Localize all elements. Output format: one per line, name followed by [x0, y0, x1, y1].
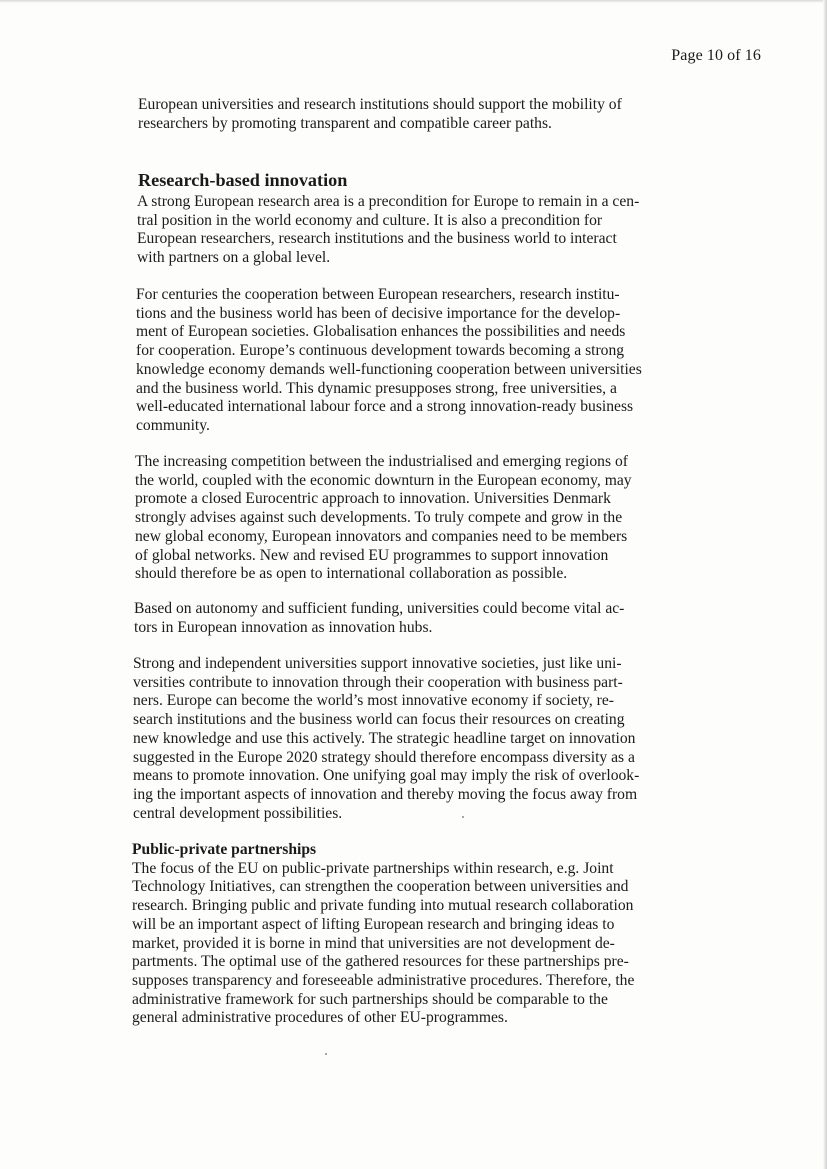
scan-speck — [325, 1053, 327, 1055]
text-line: versities contribute to innovation through their cooperation with business part- — [133, 673, 623, 691]
text-line: A strong European research area is a precondition for Europe to remain in a cen- — [137, 193, 640, 210]
text-line: researchers by promoting transparent and compatible career paths. — [138, 114, 552, 132]
text-line: ing the important aspects of innovation and thereby moving the focus away from — [133, 785, 638, 803]
section-heading: Research-based innovation — [138, 170, 348, 190]
text-line: strongly advises against such developments. To truly compete and grow in the — [135, 509, 623, 527]
text-line: European researchers, research institutions and the business world to interact — [137, 230, 617, 248]
text-line: will be an important aspect of lifting European research and bringing ideas to — [132, 915, 615, 933]
paragraph — [136, 286, 642, 436]
text-line: for cooperation. Europe’s continuous development towards becoming a strong — [136, 342, 625, 360]
paragraph — [134, 600, 624, 637]
text-line: The focus of the EU on public-private partnerships within research, e.g. Joint — [132, 859, 614, 877]
text-line: ners. Europe can become the world’s most innovative economy if society, re- — [133, 692, 614, 710]
paragraph — [137, 193, 639, 268]
text-line: administrative framework for such partnerships should be comparable to the — [132, 990, 608, 1008]
text-line: research. Bringing public and private funding into mutual research collaboration — [132, 897, 634, 915]
paragraph — [133, 655, 639, 823]
intro-paragraph — [138, 96, 622, 133]
text-line: tors in European innovation as innovation hubs. — [134, 618, 433, 636]
text-line: with partners on a global level. — [137, 249, 331, 267]
text-line: new global economy, European innovators and companies need to be members — [135, 527, 628, 545]
text-line: suggested in the Europe 2020 strategy should therefore encompass diversity as a — [133, 748, 635, 766]
text-line: community. — [136, 416, 210, 434]
text-line: search institutions and the business world can focus their resources on creating — [133, 711, 625, 729]
text-line: the world, coupled with the economic downturn in the European economy, may — [135, 471, 632, 489]
text-line: European universities and research institutions should support the mobility of — [138, 96, 622, 113]
text-line: means to promote innovation. One unifying goal may imply the risk of overlook- — [133, 767, 640, 785]
text-line: well-educated international labour force and a strong innovation-ready business — [136, 398, 634, 416]
text-line: and the business world. This dynamic presupposes strong, free universities, a — [136, 379, 617, 397]
text-line: market, provided it is borne in mind that universities are not development de- — [132, 934, 615, 952]
text-line: Technology Initiatives, can strengthen the cooperation between universities and — [132, 878, 629, 896]
subsection — [132, 841, 634, 1028]
text-line: general administrative procedures of other EU-programmes. — [132, 1009, 508, 1027]
text-line: supposes transparency and foreseeable administrative procedures. Therefore, the — [132, 971, 635, 989]
text-line: knowledge economy demands well-functioning cooperation between universities — [136, 360, 642, 378]
text-line: promote a closed Eurocentric approach to innovation. Universities Denmark — [135, 490, 611, 508]
text-line: The increasing competition between the industrialised and emerging regions of — [135, 453, 628, 470]
text-line: Strong and independent universities support innovative societies, just like uni- — [133, 655, 622, 672]
text-line: ment of European societies. Globalisation enhances the possibilities and needs — [136, 323, 626, 341]
text-line: of global networks. New and revised EU programmes to support innovation — [135, 546, 609, 564]
scan-edge-top — [0, 0, 827, 3]
scan-speck — [462, 816, 464, 818]
text-line: should therefore be as open to international collaboration as possible. — [135, 565, 568, 583]
text-line: For centuries the cooperation between European researchers, research institu- — [136, 286, 620, 303]
text-line: central development possibilities. — [133, 804, 343, 822]
page-number: Page 10 of 16 — [671, 47, 761, 64]
scan-edge-right — [823, 0, 827, 1169]
paragraph — [135, 453, 632, 584]
text-line: tions and the business world has been of decisive importance for the develop- — [136, 304, 621, 322]
text-line: Based on autonomy and sufficient funding, universities could become vital ac- — [134, 600, 625, 617]
text-line: new knowledge and use this actively. The strategic headline target on innovation — [133, 729, 636, 747]
text-line: tral position in the world economy and culture. It is also a precondition for — [137, 211, 603, 229]
subsection-heading: Public-private partnerships — [132, 841, 317, 858]
text-line: partments. The optimal use of the gathered resources for these partnerships pre- — [132, 953, 629, 971]
